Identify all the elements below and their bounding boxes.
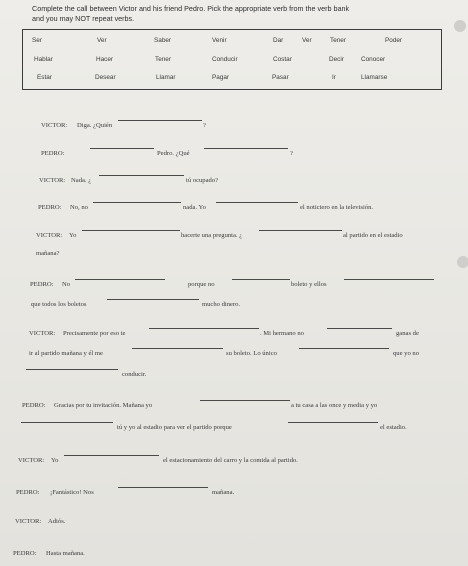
dialogue-line bbox=[0, 175, 468, 187]
dialogue-line bbox=[0, 148, 468, 160]
dialogue-text: a tu casa a las once y media y yo bbox=[291, 402, 378, 409]
instructions-line-1: Complete the call between Victor and his friend Pedro. Pick the appropriate verb from the verb bank bbox=[32, 4, 350, 13]
verb-bank-item: Tener bbox=[155, 56, 171, 63]
speaker-label: VICTOR: bbox=[41, 122, 68, 129]
dialogue-text: al partido en el estadio bbox=[343, 232, 403, 239]
dialogue-text: nada. Yo bbox=[183, 204, 206, 211]
answer-blank[interactable] bbox=[90, 148, 154, 149]
speaker-label: PEDRO: bbox=[41, 150, 65, 157]
answer-blank[interactable] bbox=[64, 455, 159, 456]
answer-blank[interactable] bbox=[259, 230, 342, 231]
dialogue-line bbox=[0, 548, 468, 560]
verb-bank-item: Hablar bbox=[34, 56, 53, 63]
binder-hole-icon bbox=[454, 20, 466, 32]
dialogue-text: el noticiero en la televisión. bbox=[300, 204, 374, 211]
answer-blank[interactable] bbox=[21, 422, 113, 423]
dialogue-text: ganas de bbox=[396, 330, 419, 337]
answer-blank[interactable] bbox=[118, 120, 202, 121]
answer-blank[interactable] bbox=[204, 148, 288, 149]
dialogue-text: Gracias por tu invitación. Mañana yo bbox=[54, 402, 153, 409]
verb-bank-item: Ser bbox=[32, 37, 42, 44]
dialogue-text: hacerte una pregunta. ¿ bbox=[181, 232, 243, 239]
dialogue-text: su boleto. Lo único bbox=[226, 350, 277, 357]
verb-bank-item: Llamarse bbox=[361, 74, 388, 81]
speaker-label: PEDRO: bbox=[13, 550, 37, 557]
answer-blank[interactable] bbox=[232, 279, 290, 280]
dialogue-line bbox=[0, 202, 468, 214]
verb-bank-item: Llamar bbox=[156, 74, 176, 81]
dialogue-text: Nada. ¿ bbox=[71, 177, 92, 184]
verb-bank-item: Ver bbox=[302, 37, 312, 44]
verb-bank-item: Conocer bbox=[361, 56, 386, 63]
dialogue-text: ? bbox=[290, 150, 293, 157]
answer-blank[interactable] bbox=[288, 422, 378, 423]
dialogue-text: conducir. bbox=[122, 371, 147, 378]
verb-bank-item: Ver bbox=[97, 37, 107, 44]
dialogue-text: ¡Fantástico! Nos bbox=[50, 489, 94, 496]
dialogue-text: el estacionamiento del carro y la comida al partido. bbox=[163, 457, 298, 464]
verb-bank-item: Pagar bbox=[212, 74, 230, 81]
verb-bank-item: Costar bbox=[273, 56, 292, 63]
verb-bank-item: Ir bbox=[332, 74, 336, 81]
dialogue-line bbox=[0, 369, 468, 381]
answer-blank[interactable] bbox=[75, 279, 165, 280]
dialogue-line bbox=[0, 279, 468, 291]
dialogue-text: Hasta mañana. bbox=[46, 550, 85, 557]
dialogue-line bbox=[0, 248, 468, 260]
speaker-label: VICTOR: bbox=[15, 518, 42, 525]
verb-bank-item: Venir bbox=[212, 37, 227, 44]
dialogue-text: ir al partido mañana y él me bbox=[29, 350, 103, 357]
answer-blank[interactable] bbox=[82, 230, 180, 231]
dialogue-text: tú y yo al estadio para ver el partido porque bbox=[117, 424, 232, 431]
answer-blank[interactable] bbox=[149, 328, 259, 329]
instructions-line-2: and you may NOT repeat verbs. bbox=[32, 14, 135, 23]
dialogue-text: No, no bbox=[70, 204, 88, 211]
verb-bank-item: Conducir bbox=[212, 56, 238, 63]
speaker-label: VICTOR: bbox=[29, 330, 56, 337]
dialogue-line bbox=[0, 516, 468, 528]
speaker-label: PEDRO: bbox=[22, 402, 46, 409]
answer-blank[interactable] bbox=[344, 279, 434, 280]
verb-bank-item: Pasar bbox=[272, 74, 289, 81]
dialogue-text: ? bbox=[203, 122, 206, 129]
dialogue-text: porque no bbox=[188, 281, 215, 288]
dialogue-text: Adiós. bbox=[48, 518, 66, 525]
dialogue-text: Precisamente por eso te bbox=[63, 330, 126, 337]
dialogue-line bbox=[0, 487, 468, 499]
dialogue-text: tú ocupado? bbox=[186, 177, 219, 184]
dialogue-text: . Mi hermano no bbox=[260, 330, 304, 337]
dialogue-text: Yo bbox=[51, 457, 59, 464]
dialogue-text: el estadio. bbox=[380, 424, 407, 431]
answer-blank[interactable] bbox=[118, 487, 208, 488]
answer-blank[interactable] bbox=[216, 202, 298, 203]
dialogue-text: que yo no bbox=[393, 350, 420, 357]
dialogue-text: mañana. bbox=[212, 489, 235, 496]
dialogue-line bbox=[0, 422, 468, 434]
verb-bank-item: Hacer bbox=[96, 56, 114, 63]
verb-bank-item: Dar bbox=[273, 37, 284, 44]
answer-blank[interactable] bbox=[26, 369, 118, 370]
dialogue-text: No bbox=[62, 281, 71, 288]
verb-bank-item: Saber bbox=[154, 37, 172, 44]
speaker-label: VICTOR: bbox=[18, 457, 45, 464]
dialogue-text: Yo bbox=[69, 232, 77, 239]
binder-hole-icon bbox=[457, 256, 468, 268]
answer-blank[interactable] bbox=[299, 348, 389, 349]
dialogue-line bbox=[0, 299, 468, 311]
speaker-label: PEDRO: bbox=[16, 489, 40, 496]
answer-blank[interactable] bbox=[327, 328, 392, 329]
speaker-label: PEDRO: bbox=[38, 204, 62, 211]
verb-bank-item: Tener bbox=[330, 37, 346, 44]
verb-bank-item: Estar bbox=[37, 74, 52, 81]
speaker-label: VICTOR: bbox=[36, 232, 63, 239]
verb-bank-item: Desear bbox=[95, 74, 116, 81]
answer-blank[interactable] bbox=[132, 348, 223, 349]
dialogue-line bbox=[0, 120, 468, 132]
dialogue-line bbox=[0, 328, 468, 340]
speaker-label: PEDRO: bbox=[30, 281, 54, 288]
dialogue-text: mucho dinero. bbox=[202, 301, 241, 308]
dialogue-text: que todos los boletos bbox=[31, 301, 87, 308]
dialogue-line bbox=[0, 400, 468, 412]
speaker-label: VICTOR: bbox=[39, 177, 66, 184]
dialogue-text: boleto y ellos bbox=[291, 281, 327, 288]
dialogue-text: Diga. ¿Quién bbox=[77, 122, 113, 129]
dialogue-text: mañana? bbox=[36, 250, 60, 257]
dialogue-line bbox=[0, 230, 468, 242]
dialogue-line bbox=[0, 348, 468, 360]
verb-bank-item: Decir bbox=[329, 56, 344, 63]
dialogue-text: Pedro. ¿Qué bbox=[157, 150, 190, 157]
verb-bank-item: Poder bbox=[385, 37, 403, 44]
answer-blank[interactable] bbox=[99, 175, 184, 176]
answer-blank[interactable] bbox=[107, 299, 199, 300]
answer-blank[interactable] bbox=[93, 202, 181, 203]
dialogue-line bbox=[0, 455, 468, 467]
answer-blank[interactable] bbox=[200, 400, 290, 401]
